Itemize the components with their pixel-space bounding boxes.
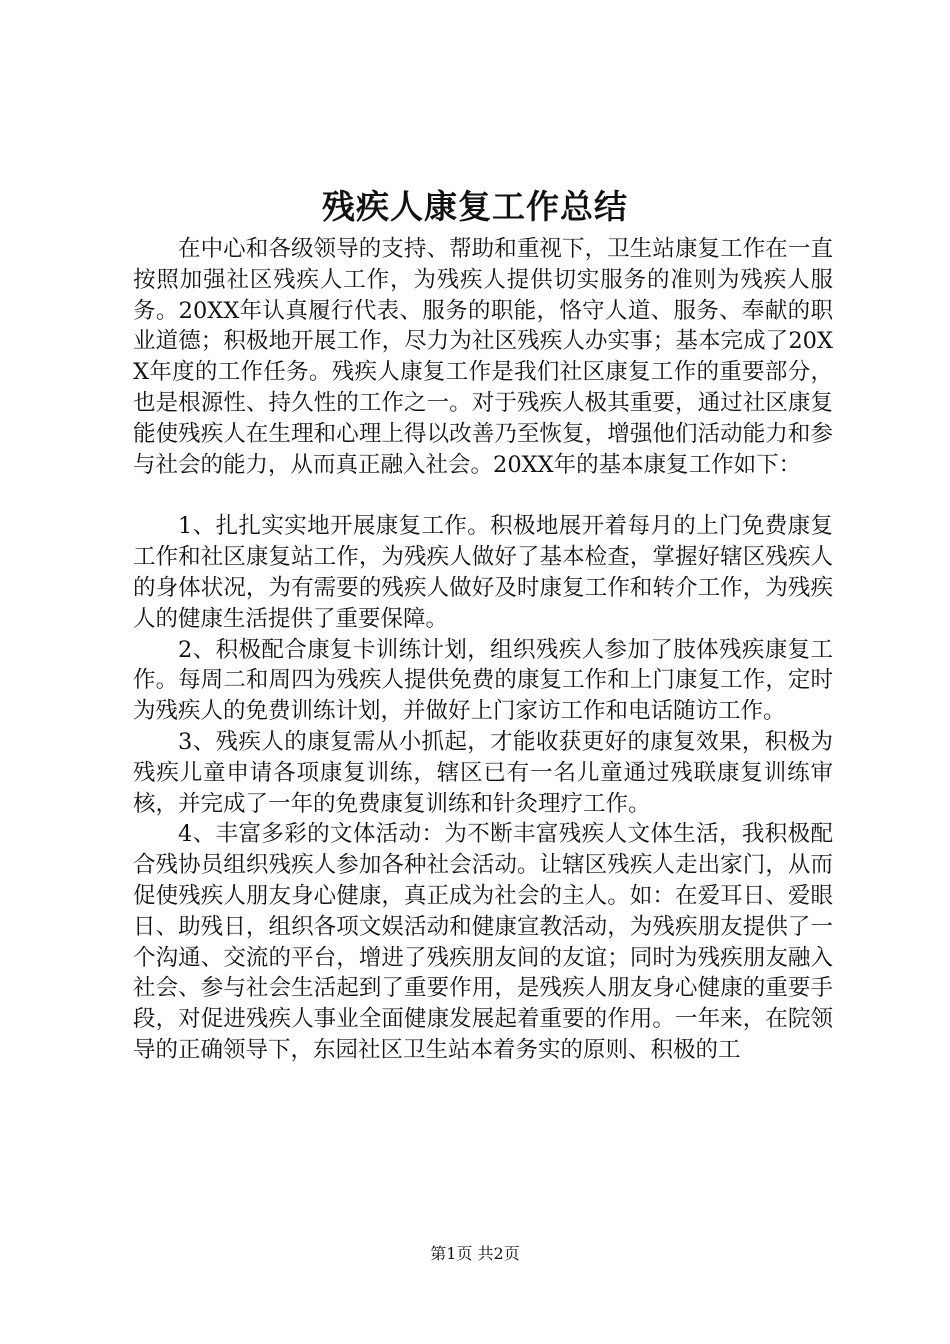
page-number-footer: 第1页 共2页 <box>430 1244 520 1263</box>
item-paragraph-4: 4、丰富多彩的文体活动：为不断丰富残疾人文体生活，我积极配合残协员组织残疾人参加各种社会活动。让辖区残疾人走出家门，从而促使残疾人朋友身心健康，真正成为社会的主人。如：在爱耳日、爱眼日、助残日，组织各项文娱活动和健康宣教活动，为残疾朋友提供了一个沟通、交流的平台，增进了残疾朋友间的友谊；同时为残疾朋友融入社会、参与社会生活起到了重要作用，是残疾人朋友身心健康的重要手段，对促进残疾人事业全面健康发展起着重要的作用。一年来，在院领导的正确领导下，东园社区卫生站本着务实的原则、积极的工 <box>133 821 833 1063</box>
item-paragraph-3: 3、残疾人的康复需从小抓起，才能收获更好的康复效果，积极为残疾儿童申请各项康复训练，辖区已有一名儿童通过残联康复训练审核，并完成了一年的免费康复训练和针灸理疗工作。 <box>133 728 833 817</box>
document-title: 残疾人康复工作总结 <box>322 187 628 226</box>
paragraph-gap <box>133 480 833 511</box>
intro-paragraph: 在中心和各级领导的支持、帮助和重视下，卫生站康复工作在一直按照加强社区残疾人工作，为残疾人提供切实服务的准则为残疾人服务。20XX年认真履行代表、服务的职能，恪守人道、服务、奉献的职业道德；积极地开展工作，尽力为社区残疾人办实事；基本完成了20XX年度的工作任务。残疾人康复工作是我们社区康复工作的重要部分，也是根源性、持久性的工作之一。对于残疾人极其重要，通过社区康复能使残疾人在生理和心理上得以改善乃至恢复，增强他们活动能力和参与社会的能力，从而真正融入社会。20XX年的基本康复工作如下： <box>133 236 833 478</box>
document-body <box>133 234 833 1066</box>
item-paragraph-2: 2、积极配合康复卡训练计划，组织残疾人参加了肢体残疾康复工作。每周二和周四为残疾人提供免费的康复工作和上门康复工作，定时为残疾人的免费训练计划，并做好上门家访工作和电话随访工作。 <box>133 636 833 725</box>
item-paragraph-1: 1、扎扎实实地开展康复工作。积极地展开着每月的上门免费康复工作和社区康复站工作，为残疾人做好了基本检查，掌握好辖区残疾人的身体状况，为有需要的残疾人做好及时康复工作和转介工作，为残疾人的健康生活提供了重要保障。 <box>133 513 833 632</box>
